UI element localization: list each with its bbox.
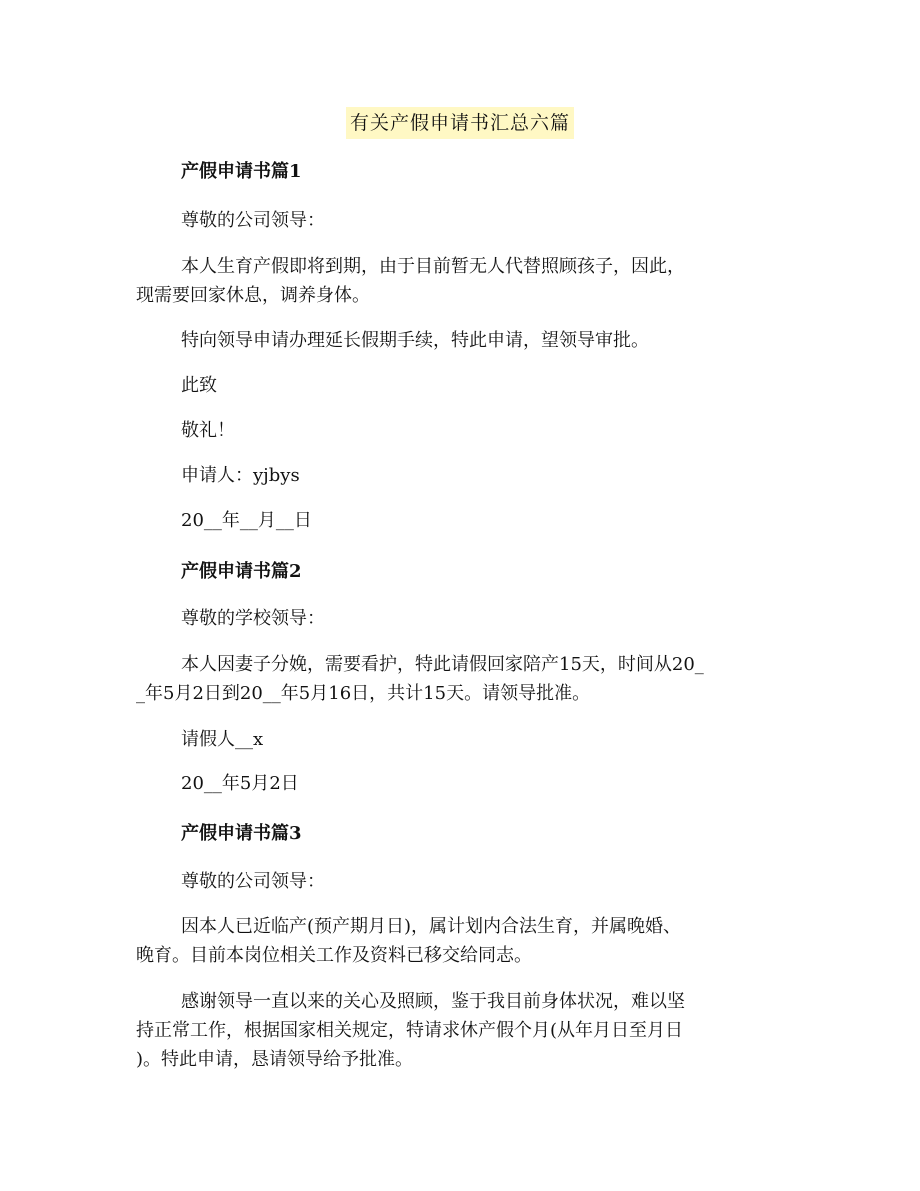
paragraph-4-line-2: 晚育。目前本岗位相关工作及资料已移交给同志。: [136, 945, 532, 966]
salutation-3: 尊敬的公司领导：: [181, 871, 325, 892]
section-heading-3: 产假申请书篇3: [181, 823, 302, 844]
paragraph-4-line-1: 因本人已近临产(预产期月日)，属计划内合法生育，并属晚婚、: [181, 916, 682, 937]
document-title: 有关产假申请书汇总六篇: [346, 107, 574, 139]
paragraph-5-line-3: )。特此申请，恳请领导给予批准。: [136, 1049, 414, 1070]
paragraph-1-line-1: 本人生育产假即将到期，由于目前暂无人代替照顾孩子，因此，: [181, 256, 685, 277]
closing-2: 敬礼！: [181, 420, 235, 441]
paragraph-3-line-1: 本人因妻子分娩，需要看护，特此请假回家陪产15天，时间从20_: [181, 654, 704, 675]
applicant-1: 申请人：yjbys: [181, 465, 300, 486]
applicant-2: 请假人__x: [181, 729, 264, 750]
paragraph-5-line-2: 持正常工作，根据国家相关规定，特请求休产假个月(从年月日至月日: [136, 1020, 684, 1041]
paragraph-1-line-2: 现需要回家休息，调养身体。: [136, 285, 370, 306]
date-1: 20__年__月__日: [181, 510, 312, 531]
paragraph-2: 特向领导申请办理延长假期手续，特此申请，望领导审批。: [181, 330, 649, 351]
section-heading-2: 产假申请书篇2: [181, 561, 302, 582]
paragraph-5-line-1: 感谢领导一直以来的关心及照顾，鉴于我目前身体状况，难以坚: [181, 991, 685, 1012]
salutation-2: 尊敬的学校领导：: [181, 608, 325, 629]
salutation-1: 尊敬的公司领导：: [181, 210, 325, 231]
title-container: [0, 107, 920, 139]
paragraph-3-line-2: _年5月2日到20__年5月16日，共计15天。请领导批准。: [136, 683, 591, 704]
section-heading-1: 产假申请书篇1: [181, 161, 302, 182]
closing-1: 此致: [181, 375, 217, 396]
date-2: 20__年5月2日: [181, 773, 299, 794]
